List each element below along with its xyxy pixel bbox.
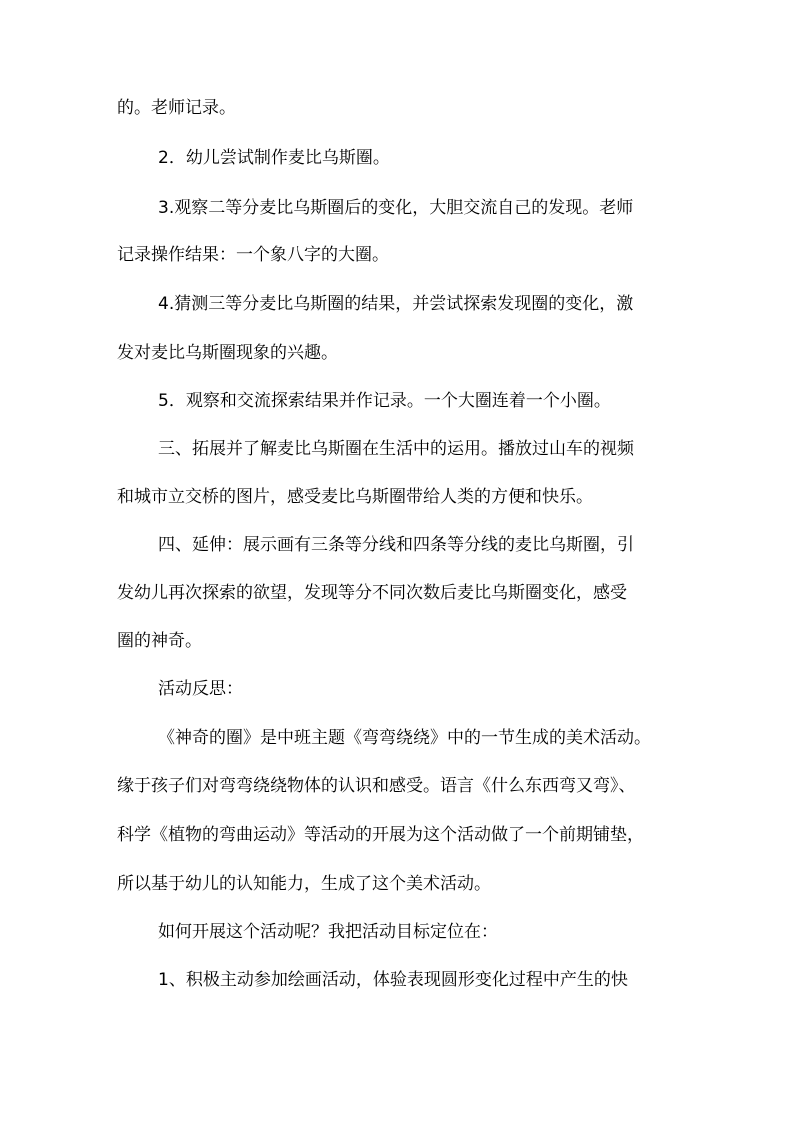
text-line: 发幼儿再次探索的欲望，发现等分不同次数后麦比乌斯圈变化，感受: [117, 583, 627, 603]
text-line: 4.猜测三等分麦比乌斯圈的结果，并尝试探索发现圈的变化，激: [158, 294, 634, 314]
text-line: 3.观察二等分麦比乌斯圈后的变化，大胆交流自己的发现。老师: [158, 198, 634, 218]
text-line: 发对麦比乌斯圈现象的兴趣。: [117, 343, 338, 363]
text-line: 《神奇的圈》是中班主题《弯弯绕绕》中的一节生成的美术活动。: [158, 728, 651, 748]
text-line: 三、拓展并了解麦比乌斯圈在生活中的运用。播放过山车的视频: [158, 439, 634, 459]
text-line: 如何开展这个活动呢？我把活动目标定位在：: [158, 922, 498, 942]
text-line: 圈的神奇。: [117, 631, 202, 651]
text-line: 5．观察和交流探索结果并作记录。一个大圈连着一个小圈。: [158, 391, 611, 411]
text-line: 的。老师记录。: [117, 98, 236, 118]
text-line: 1、积极主动参加绘画活动，体验表现圆形变化过程中产生的快: [158, 970, 628, 990]
text-line: 缘于孩子们对弯弯绕绕物体的认识和感受。语言《什么东西弯又弯》、: [117, 776, 636, 796]
text-line: 所以基于幼儿的认知能力，生成了这个美术活动。: [117, 874, 491, 894]
text-line: 记录操作结果：一个象八字的大圈。: [117, 245, 389, 265]
text-line: 和城市立交桥的图片，感受麦比乌斯圈带给人类的方便和快乐。: [117, 487, 593, 507]
text-line: 科学《植物的弯曲运动》等活动的开展为这个活动做了一个前期铺垫，: [117, 825, 644, 845]
text-line: 四、延伸：展示画有三条等分线和四条等分线的麦比乌斯圈，引: [158, 535, 634, 555]
section-heading: 活动反思：: [158, 679, 243, 699]
text-line: 2．幼儿尝试制作麦比乌斯圈。: [158, 148, 390, 168]
